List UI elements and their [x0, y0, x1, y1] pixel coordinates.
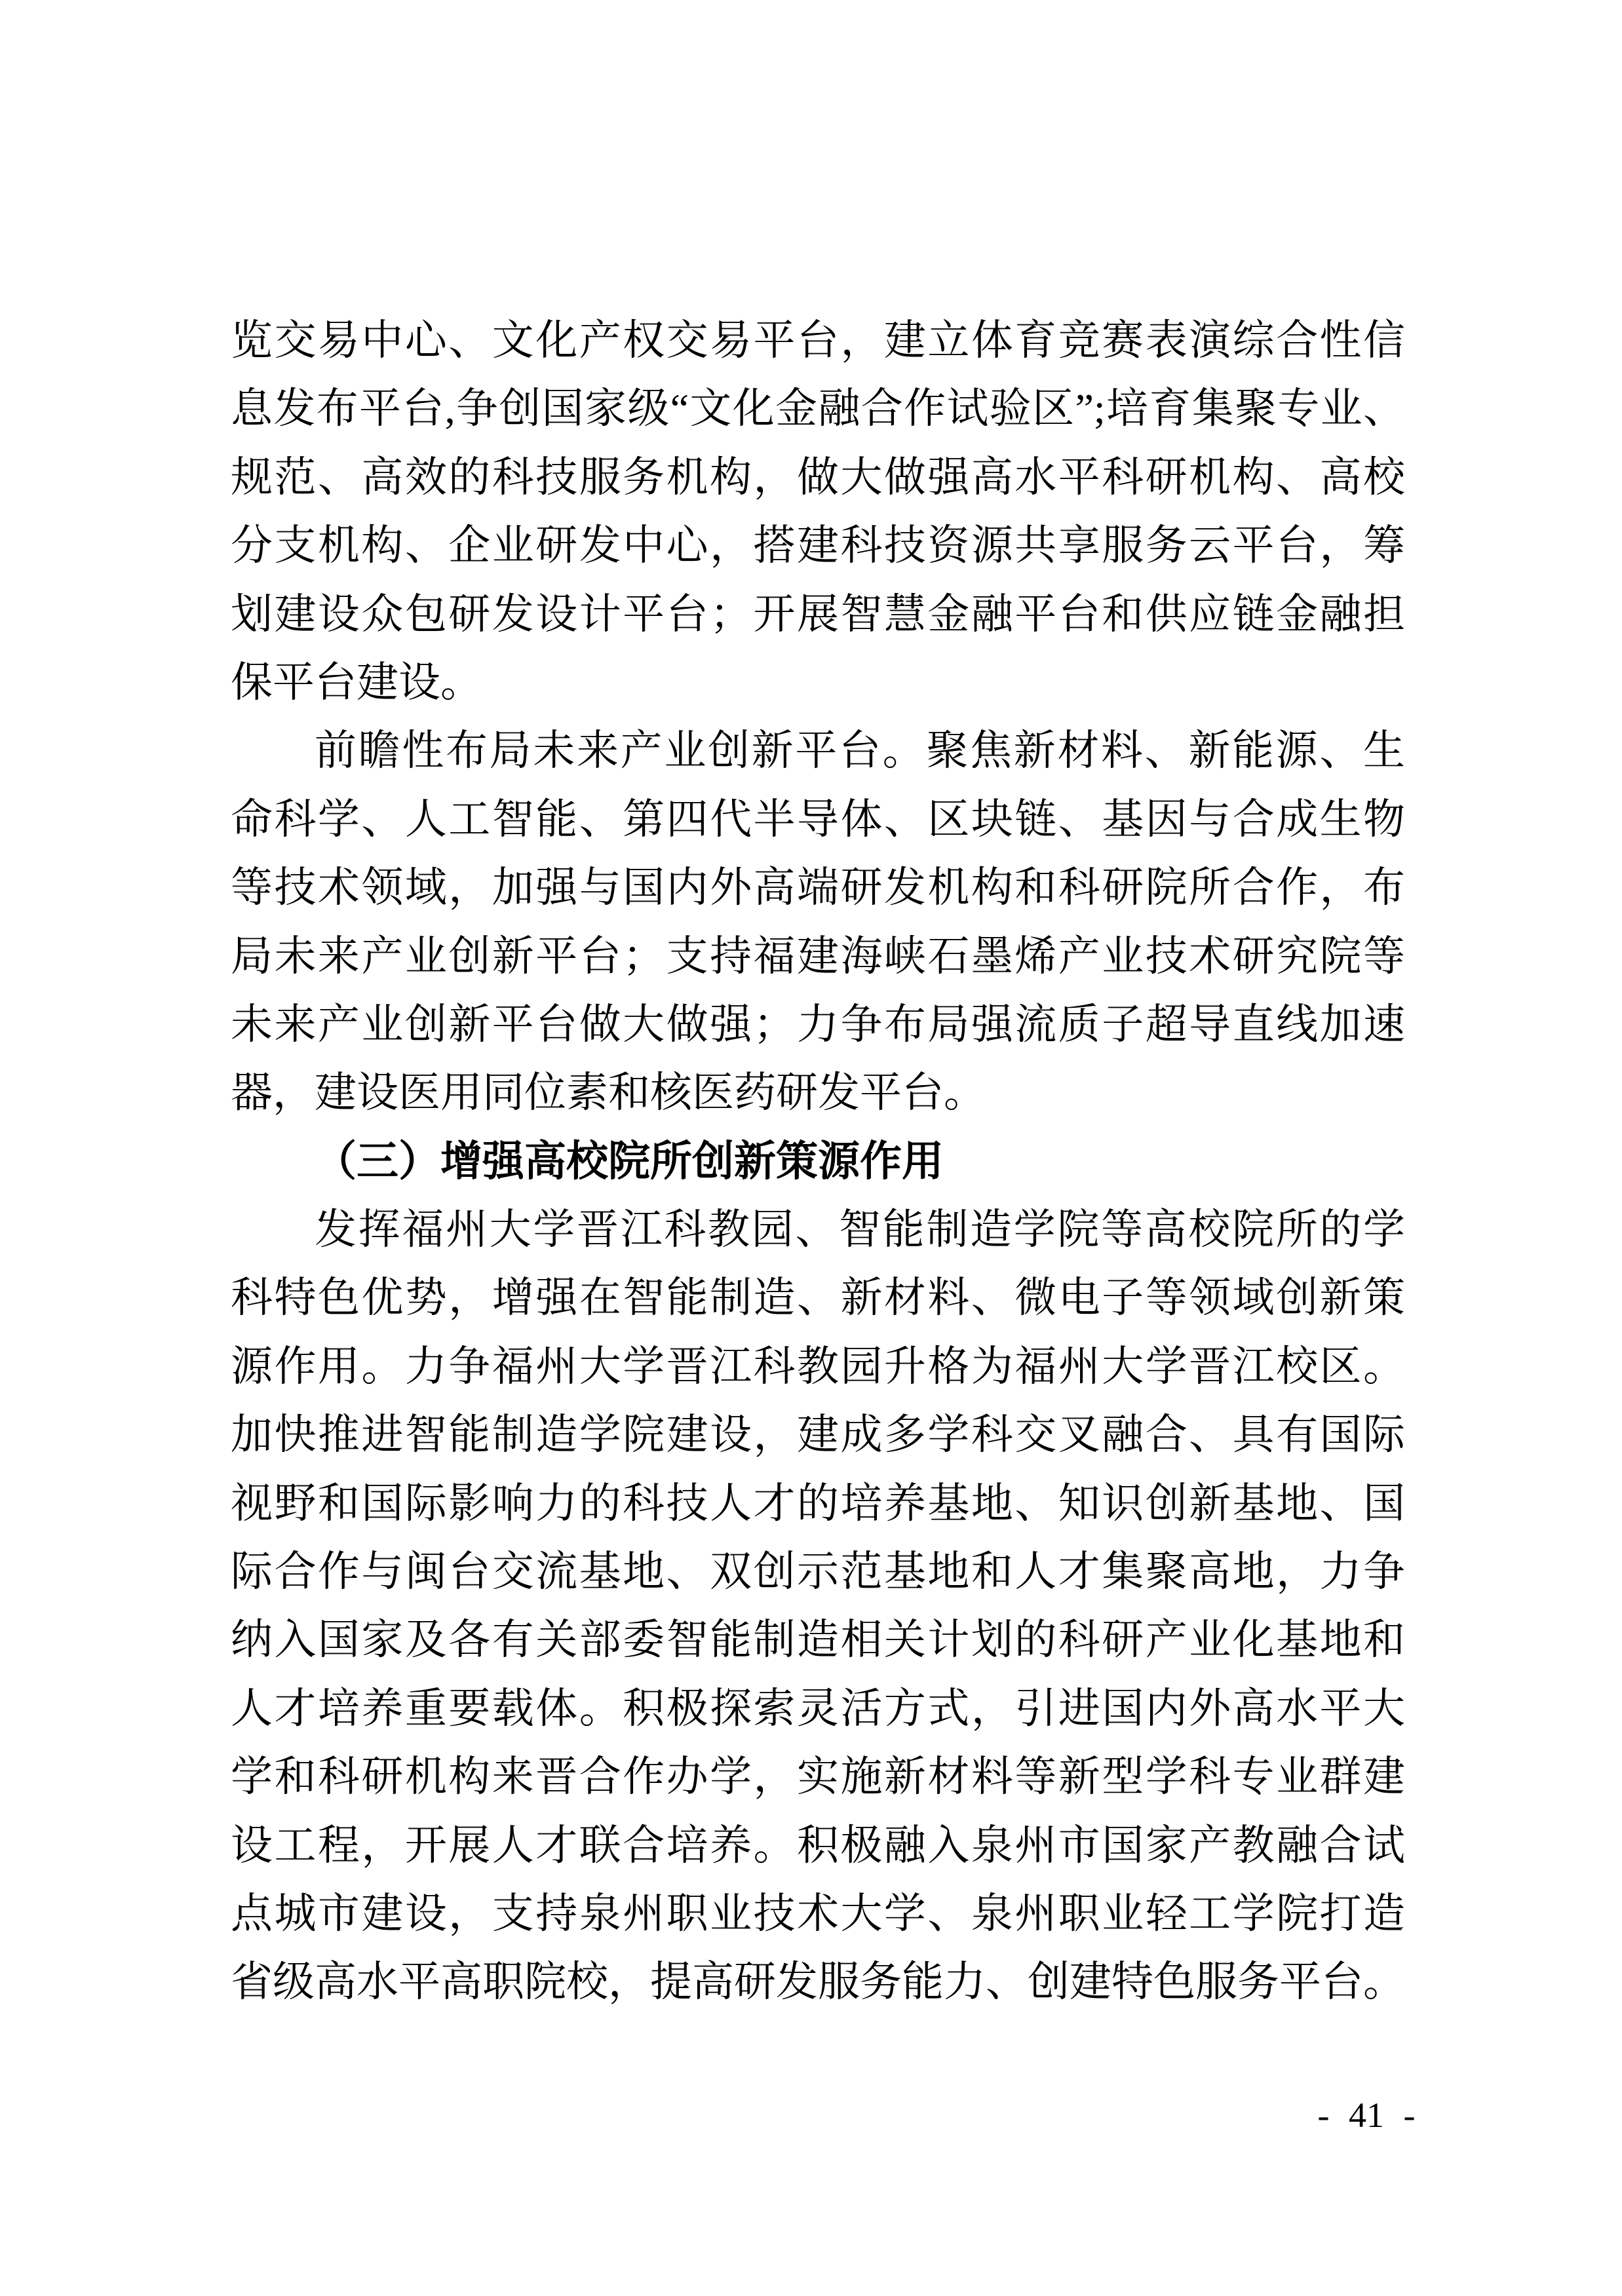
text-line: 纳入国家及各有关部委智能制造相关计划的科研产业化基地和	[231, 1617, 1405, 1664]
text-line: 保平台建设。	[231, 659, 482, 706]
text-line: 息发布平台,争创国家级“文化金融合作试验区”;培育集聚专业、	[231, 385, 1405, 432]
text-line: 未来产业创新平台做大做强；力争布局强流质子超导直线加速	[231, 1001, 1405, 1048]
page-number: - 41 -	[1317, 2095, 1416, 2135]
text-line: 发挥福州大学晋江科教园、智能制造学院等高校院所的学	[315, 1206, 1405, 1253]
text-line: 分支机构、企业研发中心，搭建科技资源共享服务云平台，筹	[231, 522, 1405, 569]
text-line: 科特色优势，增强在智能制造、新材料、微电子等领域创新策	[231, 1274, 1405, 1322]
text-line: 等技术领域，加强与国内外高端研发机构和科研院所合作，布	[231, 864, 1405, 911]
text-line: 规范、高效的科技服务机构，做大做强高水平科研机构、高校	[231, 453, 1405, 501]
text-line: 省级高水平高职院校，提高研发服务能力、创建特色服务平台。	[231, 1959, 1405, 2006]
text-line: 命科学、人工智能、第四代半导体、区块链、基因与合成生物	[231, 795, 1405, 843]
text-line: （三）增强高校院所创新策源作用	[315, 1138, 944, 1185]
text-line: 局未来产业创新平台；支持福建海峡石墨烯产业技术研究院等	[231, 932, 1405, 980]
text-line: 源作用。力争福州大学晋江科教园升格为福州大学晋江校区。	[231, 1343, 1405, 1390]
text-line: 设工程，开展人才联合培养。积极融入泉州市国家产教融合试	[231, 1822, 1405, 1869]
text-line: 人才培养重要载体。积极探索灵活方式，引进国内外高水平大	[231, 1685, 1405, 1732]
text-line: 划建设众包研发设计平台；开展智慧金融平台和供应链金融担	[231, 590, 1405, 638]
text-line: 际合作与闽台交流基地、双创示范基地和人才集聚高地，力争	[231, 1548, 1405, 1596]
text-line: 器，建设医用同位素和核医药研发平台。	[231, 1069, 986, 1117]
text-line: 前瞻性布局未来产业创新平台。聚焦新材料、新能源、生	[315, 727, 1405, 775]
text-line: 点城市建设，支持泉州职业技术大学、泉州职业轻工学院打造	[231, 1890, 1405, 1937]
text-line: 览交易中心、文化产权交易平台，建立体育竞赛表演综合性信	[231, 317, 1405, 364]
text-line: 学和科研机构来晋合作办学，实施新材料等新型学科专业群建	[231, 1753, 1405, 1801]
text-line: 视野和国际影响力的科技人才的培养基地、知识创新基地、国	[231, 1480, 1405, 1527]
text-line: 加快推进智能制造学院建设，建成多学科交叉融合、具有国际	[231, 1411, 1405, 1459]
body-text	[231, 307, 1405, 2017]
